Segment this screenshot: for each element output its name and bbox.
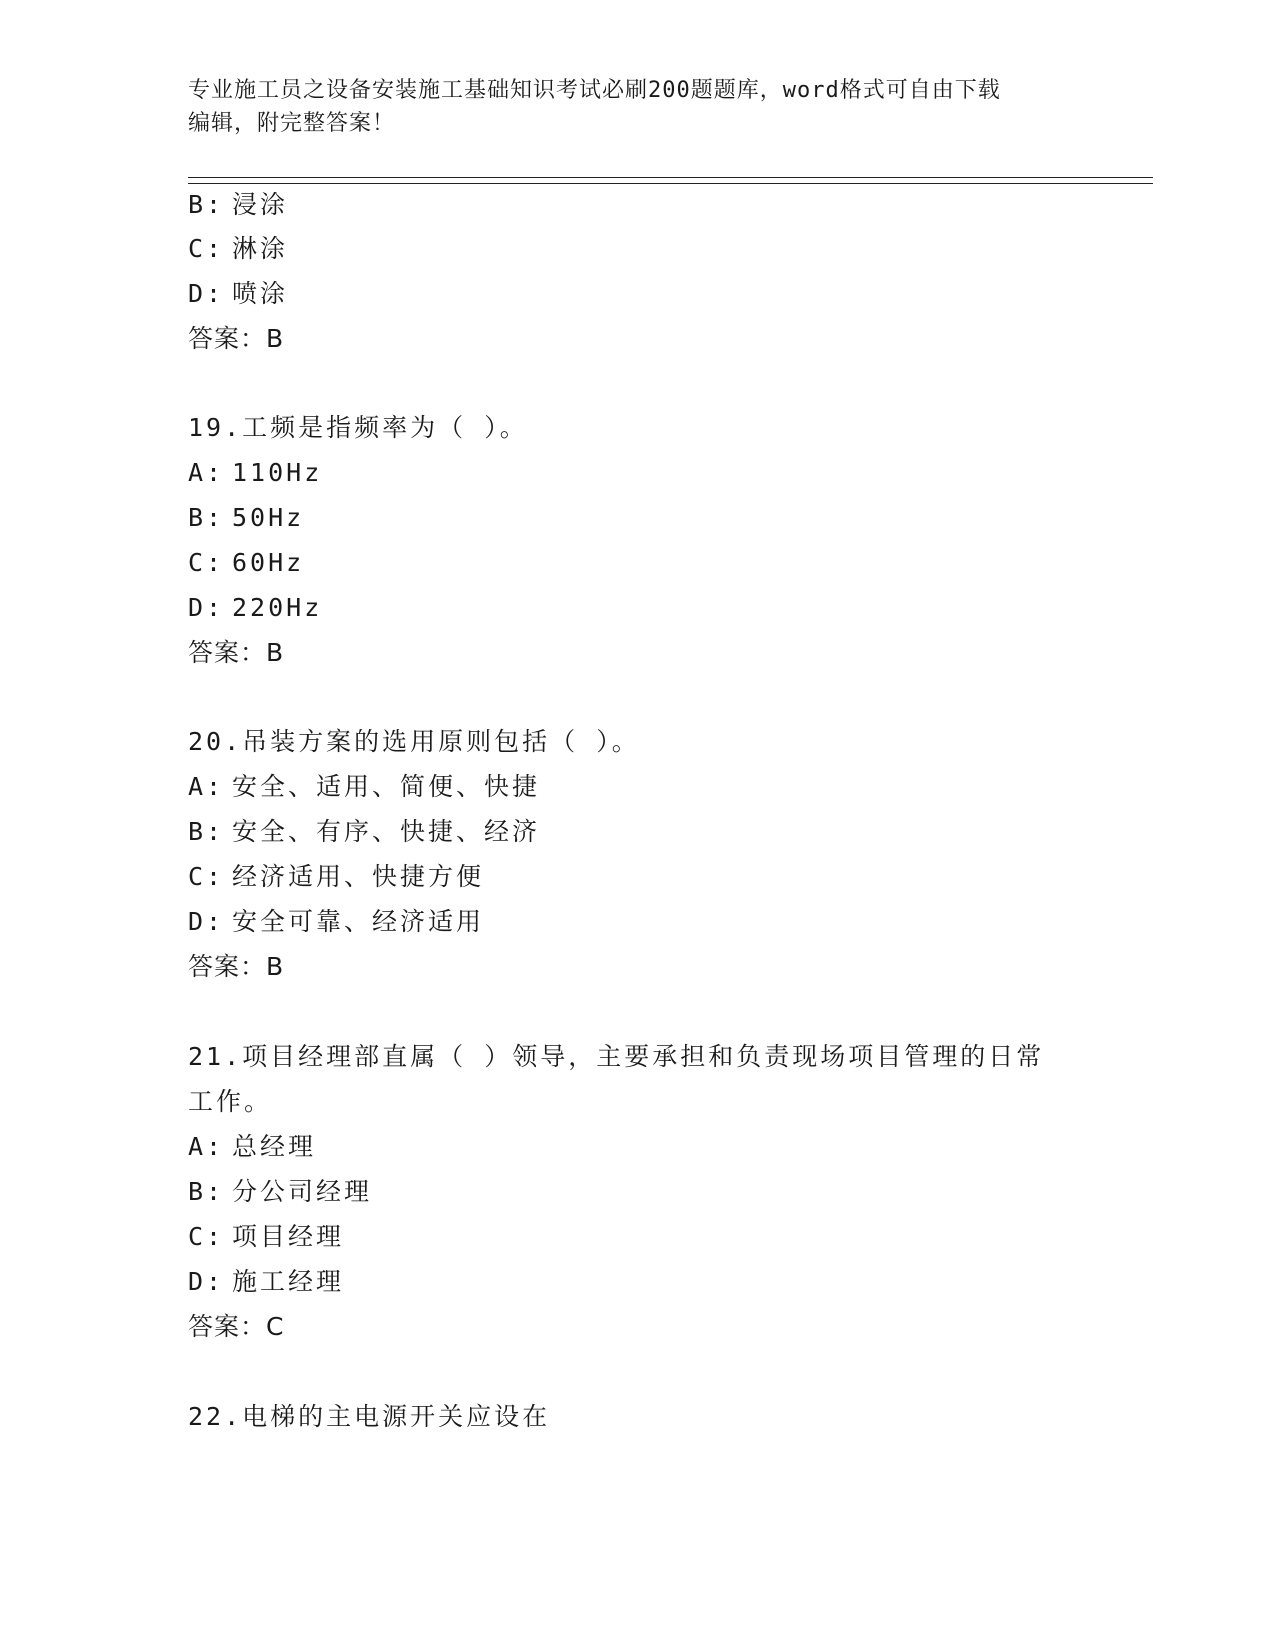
- option-label: C:: [188, 234, 225, 263]
- q22-question: 22.电梯的主电源开关应设在: [188, 1402, 551, 1431]
- option-label: B:: [188, 503, 225, 532]
- option-text: 110Hz: [232, 458, 323, 487]
- option-text: 220Hz: [232, 593, 323, 622]
- q20-option-d: [188, 905, 484, 939]
- q19-answer: 答案：B: [188, 638, 285, 667]
- q21-answer: 答案：C: [188, 1312, 285, 1341]
- option-text: 施工经理: [232, 1267, 345, 1296]
- q21-question-line-1: 21.项目经理部直属（ ）领导，主要承担和负责现场项目管理的日常: [188, 1042, 1045, 1071]
- document-header: [188, 74, 1068, 140]
- q21-option-d: [188, 1265, 344, 1299]
- option-label: D:: [188, 1267, 225, 1296]
- option-label: C:: [188, 548, 225, 577]
- option-text: 安全、有序、快捷、经济: [232, 817, 541, 846]
- q18-option-b: [188, 188, 288, 222]
- q21-option-b: [188, 1175, 372, 1209]
- option-text: 50Hz: [232, 503, 305, 532]
- q20-option-a: [188, 770, 540, 804]
- option-text: 安全、适用、简便、快捷: [232, 772, 541, 801]
- header-title-line-2: 编辑，附完整答案！: [188, 111, 396, 136]
- option-label: D:: [188, 593, 225, 622]
- option-text: 安全可靠、经济适用: [232, 907, 485, 936]
- option-label: B:: [188, 1177, 225, 1206]
- option-text: 项目经理: [232, 1222, 345, 1251]
- header-divider-bottom: [188, 183, 1153, 184]
- q20-answer: 答案：B: [188, 952, 285, 981]
- option-label: A:: [188, 772, 225, 801]
- q18-option-d: [188, 277, 288, 311]
- option-label: A:: [188, 458, 225, 487]
- option-label: D:: [188, 279, 225, 308]
- option-text: 浸涂: [232, 190, 289, 219]
- option-text: 淋涂: [232, 234, 289, 263]
- option-text: 分公司经理: [232, 1177, 373, 1206]
- option-label: C:: [188, 1222, 225, 1251]
- q19-option-d: [188, 591, 322, 625]
- option-text: 总经理: [232, 1132, 317, 1161]
- q19-question: 19.工频是指频率为（ ）。: [188, 413, 528, 442]
- q19-option-b: [188, 501, 304, 535]
- q21-question-line-2: 工作。: [188, 1087, 273, 1116]
- header-divider-top: [188, 177, 1153, 178]
- q18-option-c: [188, 232, 288, 266]
- q20-option-c: [188, 860, 484, 894]
- q19-option-c: [188, 546, 304, 580]
- q21-option-a: [188, 1130, 316, 1164]
- q20-question: 20.吊装方案的选用原则包括（ ）。: [188, 727, 640, 756]
- option-text: 60Hz: [232, 548, 305, 577]
- option-label: B:: [188, 817, 225, 846]
- option-label: A:: [188, 1132, 225, 1161]
- q18-answer: 答案：B: [188, 324, 285, 353]
- option-label: B:: [188, 190, 225, 219]
- option-label: D:: [188, 907, 225, 936]
- option-text: 经济适用、快捷方便: [232, 862, 485, 891]
- q19-option-a: [188, 456, 322, 490]
- option-label: C:: [188, 862, 225, 891]
- q20-option-b: [188, 815, 540, 849]
- q21-option-c: [188, 1220, 344, 1254]
- option-text: 喷涂: [232, 279, 289, 308]
- header-title-line-1: 专业施工员之设备安装施工基础知识考试必刷200题题库，word格式可自由下载: [188, 78, 1001, 103]
